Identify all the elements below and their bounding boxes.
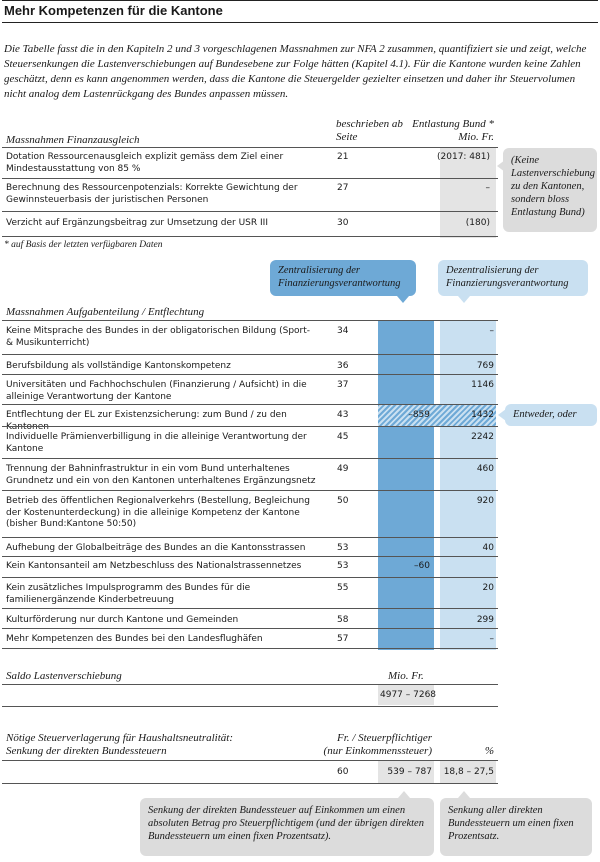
intro-paragraph: Die Tabelle fasst die in den Kapiteln 2 und 3 vorgeschlagenen Massnahmen zur NFA 2 zusammen, quantifiziert sie und zeigt, welche Steuersenkungen die Lastenverschiebungen auf Bundesebene zur Folge hätten (Kapitel 4.1). Für die Kantone wurden keine Zahlen geschätzt, denn es kann angenommen werden, dass die Kantone die Steuergelder gezielter einsetzen und daher ihr Steuervolumen nicht analog dem Lastenrückgang des Bundes anpassen müssen. [4,43,587,100]
divider [2,354,498,355]
table-row-central: –859 [408,410,430,420]
section1-heading: Massnahmen Finanzausgleich [6,134,140,146]
steuer-value-2: 18,8 – 27,5 [443,767,494,777]
divider [2,320,498,321]
table-row-decentral: 299 [476,615,494,625]
steuer-seite: 60 [337,767,349,777]
col-seite-header: beschrieben ab Seite [336,118,403,143]
divider [2,706,498,707]
divider [2,404,498,405]
table-row-decentral: 460 [476,464,494,474]
table-row-decentral: – [489,326,494,336]
top-rule [2,0,598,1]
table-row-seite: 27 [337,183,349,193]
table-row-text: Entflechtung der EL zur Existenzsicherung: zum Bund / zu den [6,410,287,420]
decentral-pointer [458,296,470,303]
steuer-heading: Nötige Steuerverlagerung für Haushaltsneutralität: Senkung der direkten Bundessteuern [6,732,234,757]
central-label: Zentralisierung der Finanzierungsverantwortung [270,260,416,296]
table-row-text: Keine Mitsprache des Bundes in der obligatorischen Bildung (Sport- & Musikunterricht) [6,326,311,348]
divider [2,374,498,375]
col-bund-header: Entlastung Bund * Mio. Fr. [412,118,494,143]
divider [2,426,498,427]
section2-heading: Massnahmen Aufgabenteilung / Entflechtung [6,306,205,318]
table-row-decentral: 769 [476,361,494,371]
decentral-label: Dezentralisierung der Finanzierungsverantwortung [438,260,588,296]
table-row-decentral: – [489,634,494,644]
table-row-seite: 34 [337,326,349,336]
table-row-decentral: 2242 [471,432,494,442]
page-title: Mehr Kompetenzen für die Kantone [4,3,223,18]
table-row-seite: 49 [337,464,349,474]
divider [2,211,498,212]
table-row-decentral: 1146 [471,380,494,390]
saldo-value: 4977 – 7268 [380,690,437,700]
table-row-decentral: 1432 [471,410,494,420]
callout-pointer [458,791,470,798]
table-row-text: Betrieb des öffentlichen Regionalverkehrs (Bestellung, Begleichung der Kostenunterdeckung) in die alleinige Kompetenz der Kantone (bisher Bund:Kantone 50:50) [6,496,310,529]
divider [2,236,498,237]
table-row-central: –60 [414,561,430,571]
table-row-seite: 58 [337,615,349,625]
table-row-value: (180) [465,218,490,228]
table-row-text: Aufhebung der Globalbeiträge des Bundes an die Kantonsstrassen [6,543,306,553]
table-row-text: Kein Kantonsanteil am Netzbeschluss des Nationalstrassennetzes [6,561,302,571]
divider [2,458,498,459]
divider [2,556,498,557]
saldo-unit: Mio. Fr. [388,670,424,682]
divider [2,628,498,629]
table-row-text: Mehr Kompetenzen des Bundes bei den Landesflughäfen [6,634,263,644]
table-row-value: – [485,183,490,193]
table-row-text: Berechnung des Ressourcenpotenzials: Korrekte Gewichtung der Gewinnsteuerbasis der juristischen Personen [6,183,298,205]
table-row-decentral: 20 [482,583,494,593]
no-shift-callout: (Keine Lastenverschiebung zu den Kantonen, sondern bloss Entlastung Bund) [503,148,597,232]
central-band [378,320,434,650]
table-row-seite: 53 [337,543,349,553]
table-row-seite: 36 [337,361,349,371]
saldo-heading: Saldo Lastenverschiebung [6,670,122,682]
absolute-cut-callout: Senkung der direkten Bundessteuer auf Einkommen um einen absoluten Betrag pro Steuerpflichtigem (und der übrigen direkten Bundessteuern um einen fixen Prozentsatz). [140,798,434,856]
table-row-seite: 55 [337,583,349,593]
table-row-seite: 30 [337,218,349,228]
table-row-value: (2017: 481) [437,152,490,162]
table-row-seite: 53 [337,561,349,571]
table-row-text: Trennung der Bahninfrastruktur in ein vom Bund unterhaltenes Grundnetz und ein von den Kantonen unterhaltenes Ergänzungsnetz [6,464,316,486]
divider [2,178,498,179]
table-row-seite: 45 [337,432,349,442]
table-row-text: Kulturförderung nur durch Kantone und Gemeinden [6,615,239,625]
table-row-text: Universitäten und Fachhochschulen (Finanzierung / Aufsicht) in die alleinige Verantwortung der Kantone [6,380,307,402]
table-row-text: Berufsbildung als vollständige Kantonskompetenz [6,361,231,371]
table-row-text: Individuelle Prämienverbilligung in die alleinige Verantwortung der Kantone [6,432,307,454]
divider [2,783,498,784]
footnote: * auf Basis der letzten verfügbaren Daten [4,240,163,250]
steuer-col2-header: % [484,745,494,757]
table-row-decentral: 920 [476,496,494,506]
table-row-seite: 43 [337,410,349,420]
percent-cut-callout: Senkung aller direkten Bundessteuern um einen fixen Prozentsatz. [440,798,592,856]
table-row-decentral: 40 [482,543,494,553]
table-row-seite: 21 [337,152,349,162]
divider [2,147,498,148]
steuer-value-1: 539 – 787 [387,767,432,777]
table-row-seite: 57 [337,634,349,644]
divider [2,608,498,609]
divider [2,490,498,491]
either-or-callout: Entweder, oder [505,404,597,426]
table-row-seite: 50 [337,496,349,506]
divider [2,648,498,649]
divider [2,537,498,538]
title-rule [2,22,598,23]
callout-pointer [398,791,410,798]
table-row-seite: 37 [337,380,349,390]
table-row-text: Kein zusätzliches Impulsprogramm des Bundes für die familienergänzende Kinderbetreuung [6,583,251,605]
central-pointer [397,296,409,303]
steuer-col1-header: Fr. / Steuerpflichtiger (nur Einkommenssteuer) [323,732,432,757]
divider [2,577,498,578]
table-row-text: Dotation Ressourcenausgleich explizit gemäss dem Ziel einer Mindestausstattung von 85 % [6,152,284,174]
table-row-text: Verzicht auf Ergänzungsbeitrag zur Umsetzung der USR III [6,218,268,228]
